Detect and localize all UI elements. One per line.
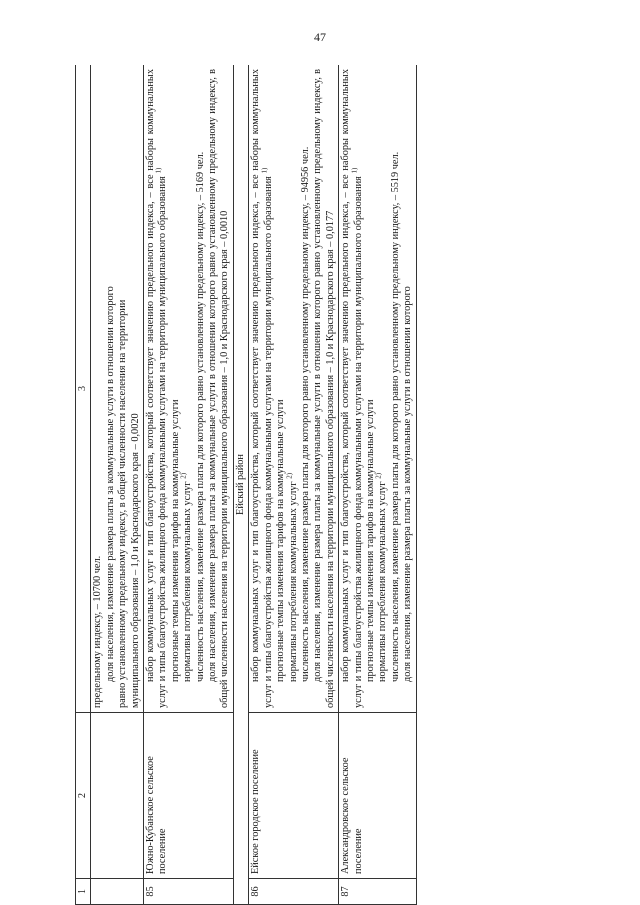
detail-text: набор коммунальных услуг и тип благоустройства, который соответствует значению предельного индекса, – все наборы коммунальных услуг и типы благоустройства жилищного фонда коммунальными услугами на территории муниципального образования — [250, 69, 274, 708]
region-heading-row — [233, 65, 248, 905]
footnote-mark: 1) — [155, 167, 164, 174]
footnote-mark: 1) — [350, 167, 359, 174]
footnote-mark: 1) — [260, 167, 269, 174]
footnote-mark: 2) — [179, 472, 188, 479]
page-number: 47 — [314, 30, 326, 44]
detail-text: доля населения, изменение размера платы за коммунальные услуги в отношении которого равно установленному предельному индексу, в общей численности населения на территории муниципального образования – 1,0 и Краснодарского края – 0,0010 — [207, 69, 231, 708]
detail-text: нормативы потребления коммунальных услуг — [287, 481, 299, 682]
header-row — [76, 65, 91, 905]
detail-text: численность населения, изменение размера платы для которого равно установленному предельному индексу, – 94956 чел. — [299, 146, 311, 682]
settlement-details — [249, 65, 339, 713]
settlement-details — [339, 65, 416, 713]
row-number: 85 — [144, 879, 234, 905]
region-heading: Ейский район — [233, 65, 248, 905]
detail-text: набор коммунальных услуг и тип благоустройства, который соответствует значению предельного индекса, – все наборы коммунальных услуг и типы благоустройства жилищного фонда коммунальными услугами на территории муниципального образования — [145, 69, 169, 708]
footnote-mark: 2) — [285, 472, 294, 479]
table-row-87 — [339, 65, 416, 905]
rotated-table-container — [75, 65, 605, 905]
continuation-line: доля населения, изменение размера платы за коммунальные услуги в отношении которого — [104, 286, 116, 682]
settlement-details — [144, 65, 234, 713]
detail-text: доля населения, изменение размера платы за коммунальные услуги в отношении которого — [402, 286, 414, 682]
continuation-cell — [91, 65, 144, 713]
detail-text: доля населения, изменение размера платы за коммунальные услуги в отношении которого равно установленному предельному индексу, в общей численности населения на территории муниципального образования – 1,0 и Краснодарского края – 0,0177 — [312, 69, 336, 708]
row-number: 86 — [249, 879, 339, 905]
rotated-table — [75, 65, 605, 905]
row-number: 87 — [339, 879, 416, 905]
detail-text: численность населения, изменение размера платы для которого равно установленному предельному индексу, – 5169 чел. — [194, 151, 206, 682]
detail-text: нормативы потребления коммунальных услуг — [377, 481, 389, 682]
continuation-line: равно установленному предельному индексу, в общей численности населения на территории — [117, 299, 129, 708]
table-row-86 — [249, 65, 339, 905]
continuation-row — [91, 65, 144, 905]
continuation-line: муниципального образования – 1,0 и Краснодарского края – 0,0020 — [129, 413, 141, 708]
settlement-name: Александровское сельское поселение — [339, 713, 416, 879]
detail-text: набор коммунальных услуг и тип благоустройства, который соответствует значению предельного индекса, – все наборы коммунальных услуг и типы благоустройства жилищного фонда коммунальными услугами на территории муниципального образования — [340, 69, 364, 708]
footnote-mark: 2) — [374, 472, 383, 479]
detail-text: нормативы потребления коммунальных услуг — [182, 481, 194, 682]
detail-text: прогнозные темпы изменения тарифов на коммунальные услуги — [169, 399, 181, 682]
header-col-3: 3 — [76, 65, 91, 713]
settlement-name: Ейское городское поселение — [249, 713, 339, 879]
continuation-line: предельному индексу, – 10700 чел. — [92, 555, 104, 708]
header-col-1: 1 — [76, 879, 91, 905]
detail-text: прогнозные темпы изменения тарифов на коммунальные услуги — [364, 399, 376, 682]
header-col-2: 2 — [76, 713, 91, 879]
detail-text: численность населения, изменение размера платы для которого равно установленному предельному индексу, – 5519 чел. — [389, 151, 401, 682]
table-row-85 — [144, 65, 234, 905]
data-table — [75, 65, 417, 905]
detail-text: прогнозные темпы изменения тарифов на коммунальные услуги — [275, 399, 287, 682]
settlement-name: Южно-Кубанское сельское поселение — [144, 713, 234, 879]
